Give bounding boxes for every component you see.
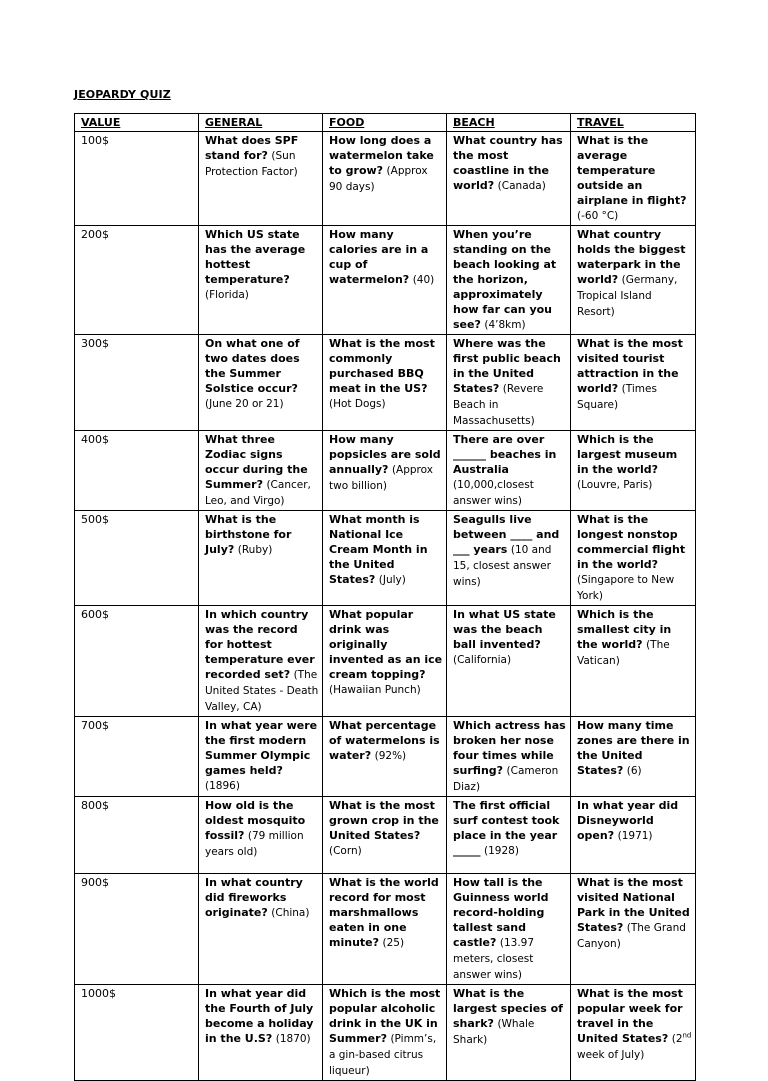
answer-text: (Corn)	[329, 845, 362, 857]
question-text: What is the birthstone for July?	[205, 513, 292, 556]
question-text: What country holds the biggest waterpark in the world?	[577, 228, 686, 286]
question-text: What is the largest species of shark?	[453, 987, 563, 1030]
value-cell: 900$	[75, 874, 199, 985]
value-cell: 500$	[75, 511, 199, 606]
answer-text: (1971)	[617, 830, 653, 842]
question-text: What is the most popular week for travel in the United States?	[577, 987, 683, 1045]
question-cell	[571, 606, 696, 717]
question-text: How long does a watermelon take to grow?	[329, 134, 434, 177]
question-text: Which is the most popular alcoholic drink in the UK in Summer?	[329, 987, 441, 1045]
table-row	[75, 985, 696, 1081]
answer-text: (The United States - Death Valley, CA)	[205, 669, 319, 713]
question-text: What is the most visited National Park in the United States?	[577, 876, 690, 934]
answer-text: (California)	[453, 654, 512, 666]
question-text: The first official surf contest took place in the year _____	[453, 799, 560, 857]
answer-text: (July)	[378, 574, 406, 586]
question-cell	[571, 335, 696, 431]
answer-text: (25)	[382, 937, 405, 949]
answer-text: (Canada)	[497, 180, 546, 192]
answer-text-part: (2	[671, 1033, 683, 1045]
question-cell	[447, 606, 571, 717]
question-cell	[571, 226, 696, 335]
table-row	[75, 132, 696, 226]
answer-text: (Germany, Tropical Island Resort)	[577, 274, 678, 318]
answer-text: (-60 °C)	[577, 210, 619, 222]
question-cell	[323, 985, 447, 1081]
header-travel: TRAVEL	[571, 114, 696, 132]
question-cell	[199, 717, 323, 797]
question-cell	[323, 797, 447, 874]
answer-superscript: nd	[682, 1031, 692, 1040]
answer-text: (Approx 90 days)	[329, 165, 428, 193]
question-text: Which US state has the average hottest temperature?	[205, 228, 306, 286]
question-cell	[323, 606, 447, 717]
question-cell	[323, 335, 447, 431]
question-cell	[323, 132, 447, 226]
question-cell	[447, 985, 571, 1081]
value-cell: 300$	[75, 335, 199, 431]
table-row	[75, 606, 696, 717]
value-cell: 800$	[75, 797, 199, 874]
answer-text: (6)	[626, 765, 642, 777]
question-cell	[199, 874, 323, 985]
question-text: What does SPF stand for?	[205, 134, 299, 162]
question-text: How tall is the Guinness world record-holding tallest sand castle?	[453, 876, 549, 949]
page-title: JEOPARDY QUIZ	[74, 88, 171, 101]
value-cell: 400$	[75, 431, 199, 511]
question-cell	[571, 132, 696, 226]
header-row	[75, 114, 696, 132]
question-cell	[571, 985, 696, 1081]
question-cell	[571, 874, 696, 985]
question-text: Seagulls live between ____ and ___ years	[453, 513, 560, 556]
question-text: What is the longest nonstop commercial flight in the world?	[577, 513, 686, 571]
question-text: Which is the largest museum in the world?	[577, 433, 678, 476]
question-cell	[199, 335, 323, 431]
value-cell: 200$	[75, 226, 199, 335]
question-text: Where was the first public beach in the United States?	[453, 337, 561, 395]
answer-text: (Sun Protection Factor)	[205, 150, 298, 178]
question-text: When you’re standing on the beach looking at the horizon, approximately how far can you see?	[453, 228, 557, 331]
value-cell: 600$	[75, 606, 199, 717]
question-text: What is the most commonly purchased BBQ meat in the US?	[329, 337, 435, 395]
question-text: In what year did Disneyworld open?	[577, 799, 679, 842]
question-text: How many time zones are there in the United States?	[577, 719, 690, 777]
answer-text: (China)	[271, 907, 310, 919]
answer-text: (Hot Dogs)	[329, 398, 386, 410]
question-text: In which country was the record for hottest temperature ever recorded set?	[205, 608, 315, 681]
question-text: On what one of two dates does the Summer Solstice occur?	[205, 337, 300, 395]
header-general: GENERAL	[199, 114, 323, 132]
question-text: In what year did the Fourth of July become a holiday in the U.S?	[205, 987, 314, 1045]
answer-text: (4’8km)	[484, 319, 526, 331]
value-cell: 700$	[75, 717, 199, 797]
answer-text: (Singapore to New York)	[577, 574, 675, 602]
question-cell	[447, 797, 571, 874]
question-cell	[447, 335, 571, 431]
question-text: In what country did fireworks originate?	[205, 876, 303, 919]
question-cell	[571, 797, 696, 874]
answer-text: (Times Square)	[577, 383, 657, 411]
header-value: VALUE	[75, 114, 199, 132]
question-text: How many popsicles are sold annually?	[329, 433, 441, 476]
question-text: What country has the most coastline in the world?	[453, 134, 563, 192]
table-row	[75, 431, 696, 511]
question-text: In what year were the first modern Summer Olympic games held?	[205, 719, 318, 777]
answer-text: (Revere Beach in Massachusetts)	[453, 383, 544, 427]
question-text: What three Zodiac signs occur during the Summer?	[205, 433, 308, 491]
answer-text: (Cameron Diaz)	[453, 765, 559, 793]
answer-text: (Louvre, Paris)	[577, 479, 653, 491]
table-row	[75, 874, 696, 985]
question-cell	[571, 511, 696, 606]
question-cell	[323, 431, 447, 511]
question-text: What popular drink was originally invented as an ice cream topping?	[329, 608, 443, 681]
question-cell	[323, 226, 447, 335]
answer-text: (40)	[412, 274, 435, 286]
question-cell	[199, 606, 323, 717]
question-cell	[199, 431, 323, 511]
question-text: What percentage of watermelons is water?	[329, 719, 440, 762]
header-food: FOOD	[323, 114, 447, 132]
answer-text: (Cancer, Leo, and Virgo)	[205, 479, 311, 507]
question-text: What month is National Ice Cream Month in the United States?	[329, 513, 428, 586]
answer-text: (1896)	[205, 780, 240, 792]
answer-text: (The Vatican)	[577, 639, 670, 667]
question-text: What is the average temperature outside an airplane in flight?	[577, 134, 687, 207]
table-row	[75, 511, 696, 606]
answer-text: (10,000,closest answer wins)	[453, 479, 534, 507]
question-cell	[199, 226, 323, 335]
question-cell	[199, 132, 323, 226]
answer-text: (The Grand Canyon)	[577, 922, 686, 950]
answer-text: (1870)	[275, 1033, 311, 1045]
answer-text: (10 and 15, closest answer wins)	[453, 544, 552, 588]
question-text: What is the most visited tourist attraction in the world?	[577, 337, 683, 395]
answer-text: (Hawaiian Punch)	[329, 684, 421, 696]
answer-text: (13.97 meters, closest answer wins)	[453, 937, 535, 981]
question-cell	[323, 511, 447, 606]
question-cell	[447, 431, 571, 511]
question-cell	[199, 511, 323, 606]
header-beach: BEACH	[447, 114, 571, 132]
question-cell	[447, 511, 571, 606]
answer-text-part: week of July)	[577, 1049, 645, 1061]
question-cell	[447, 226, 571, 335]
question-cell	[571, 717, 696, 797]
answer-text: (Whale Shark)	[453, 1018, 535, 1046]
value-cell: 100$	[75, 132, 199, 226]
answer-text: (1928)	[484, 845, 519, 857]
answer-text: (Pimm’s, a gin-based citrus liqueur)	[329, 1033, 437, 1077]
answer-text: (Approx two billion)	[329, 464, 433, 492]
question-cell	[199, 797, 323, 874]
value-cell: 1000$	[75, 985, 199, 1081]
question-cell	[323, 717, 447, 797]
question-text: Which is the smallest city in the world?	[577, 608, 672, 651]
table-row	[75, 335, 696, 431]
answer-text: (June 20 or 21)	[205, 398, 284, 410]
question-text: Which actress has broken her nose four times while surfing?	[453, 719, 566, 777]
table-body	[75, 132, 696, 1081]
answer-text: (Florida)	[205, 289, 249, 301]
table-row	[75, 226, 696, 335]
question-text: In what US state was the beach ball invented?	[453, 608, 556, 651]
jeopardy-table	[74, 113, 696, 1081]
question-cell	[447, 874, 571, 985]
question-text: There are over ______ beaches in Australia	[453, 433, 557, 476]
question-text: How many calories are in a cup of watermelon?	[329, 228, 429, 286]
question-text: What is the world record for most marshmallows eaten in one minute?	[329, 876, 439, 949]
question-cell	[447, 717, 571, 797]
answer-text: (92%)	[374, 750, 407, 762]
answer-text: (Ruby)	[237, 544, 273, 556]
answer-text: (79 million years old)	[205, 830, 304, 858]
table-row	[75, 717, 696, 797]
question-text: What is the most grown crop in the United States?	[329, 799, 439, 842]
question-cell	[323, 874, 447, 985]
question-text: How old is the oldest mosquito fossil?	[205, 799, 306, 842]
question-cell	[447, 132, 571, 226]
question-cell	[571, 431, 696, 511]
question-cell	[199, 985, 323, 1081]
table-row	[75, 797, 696, 874]
